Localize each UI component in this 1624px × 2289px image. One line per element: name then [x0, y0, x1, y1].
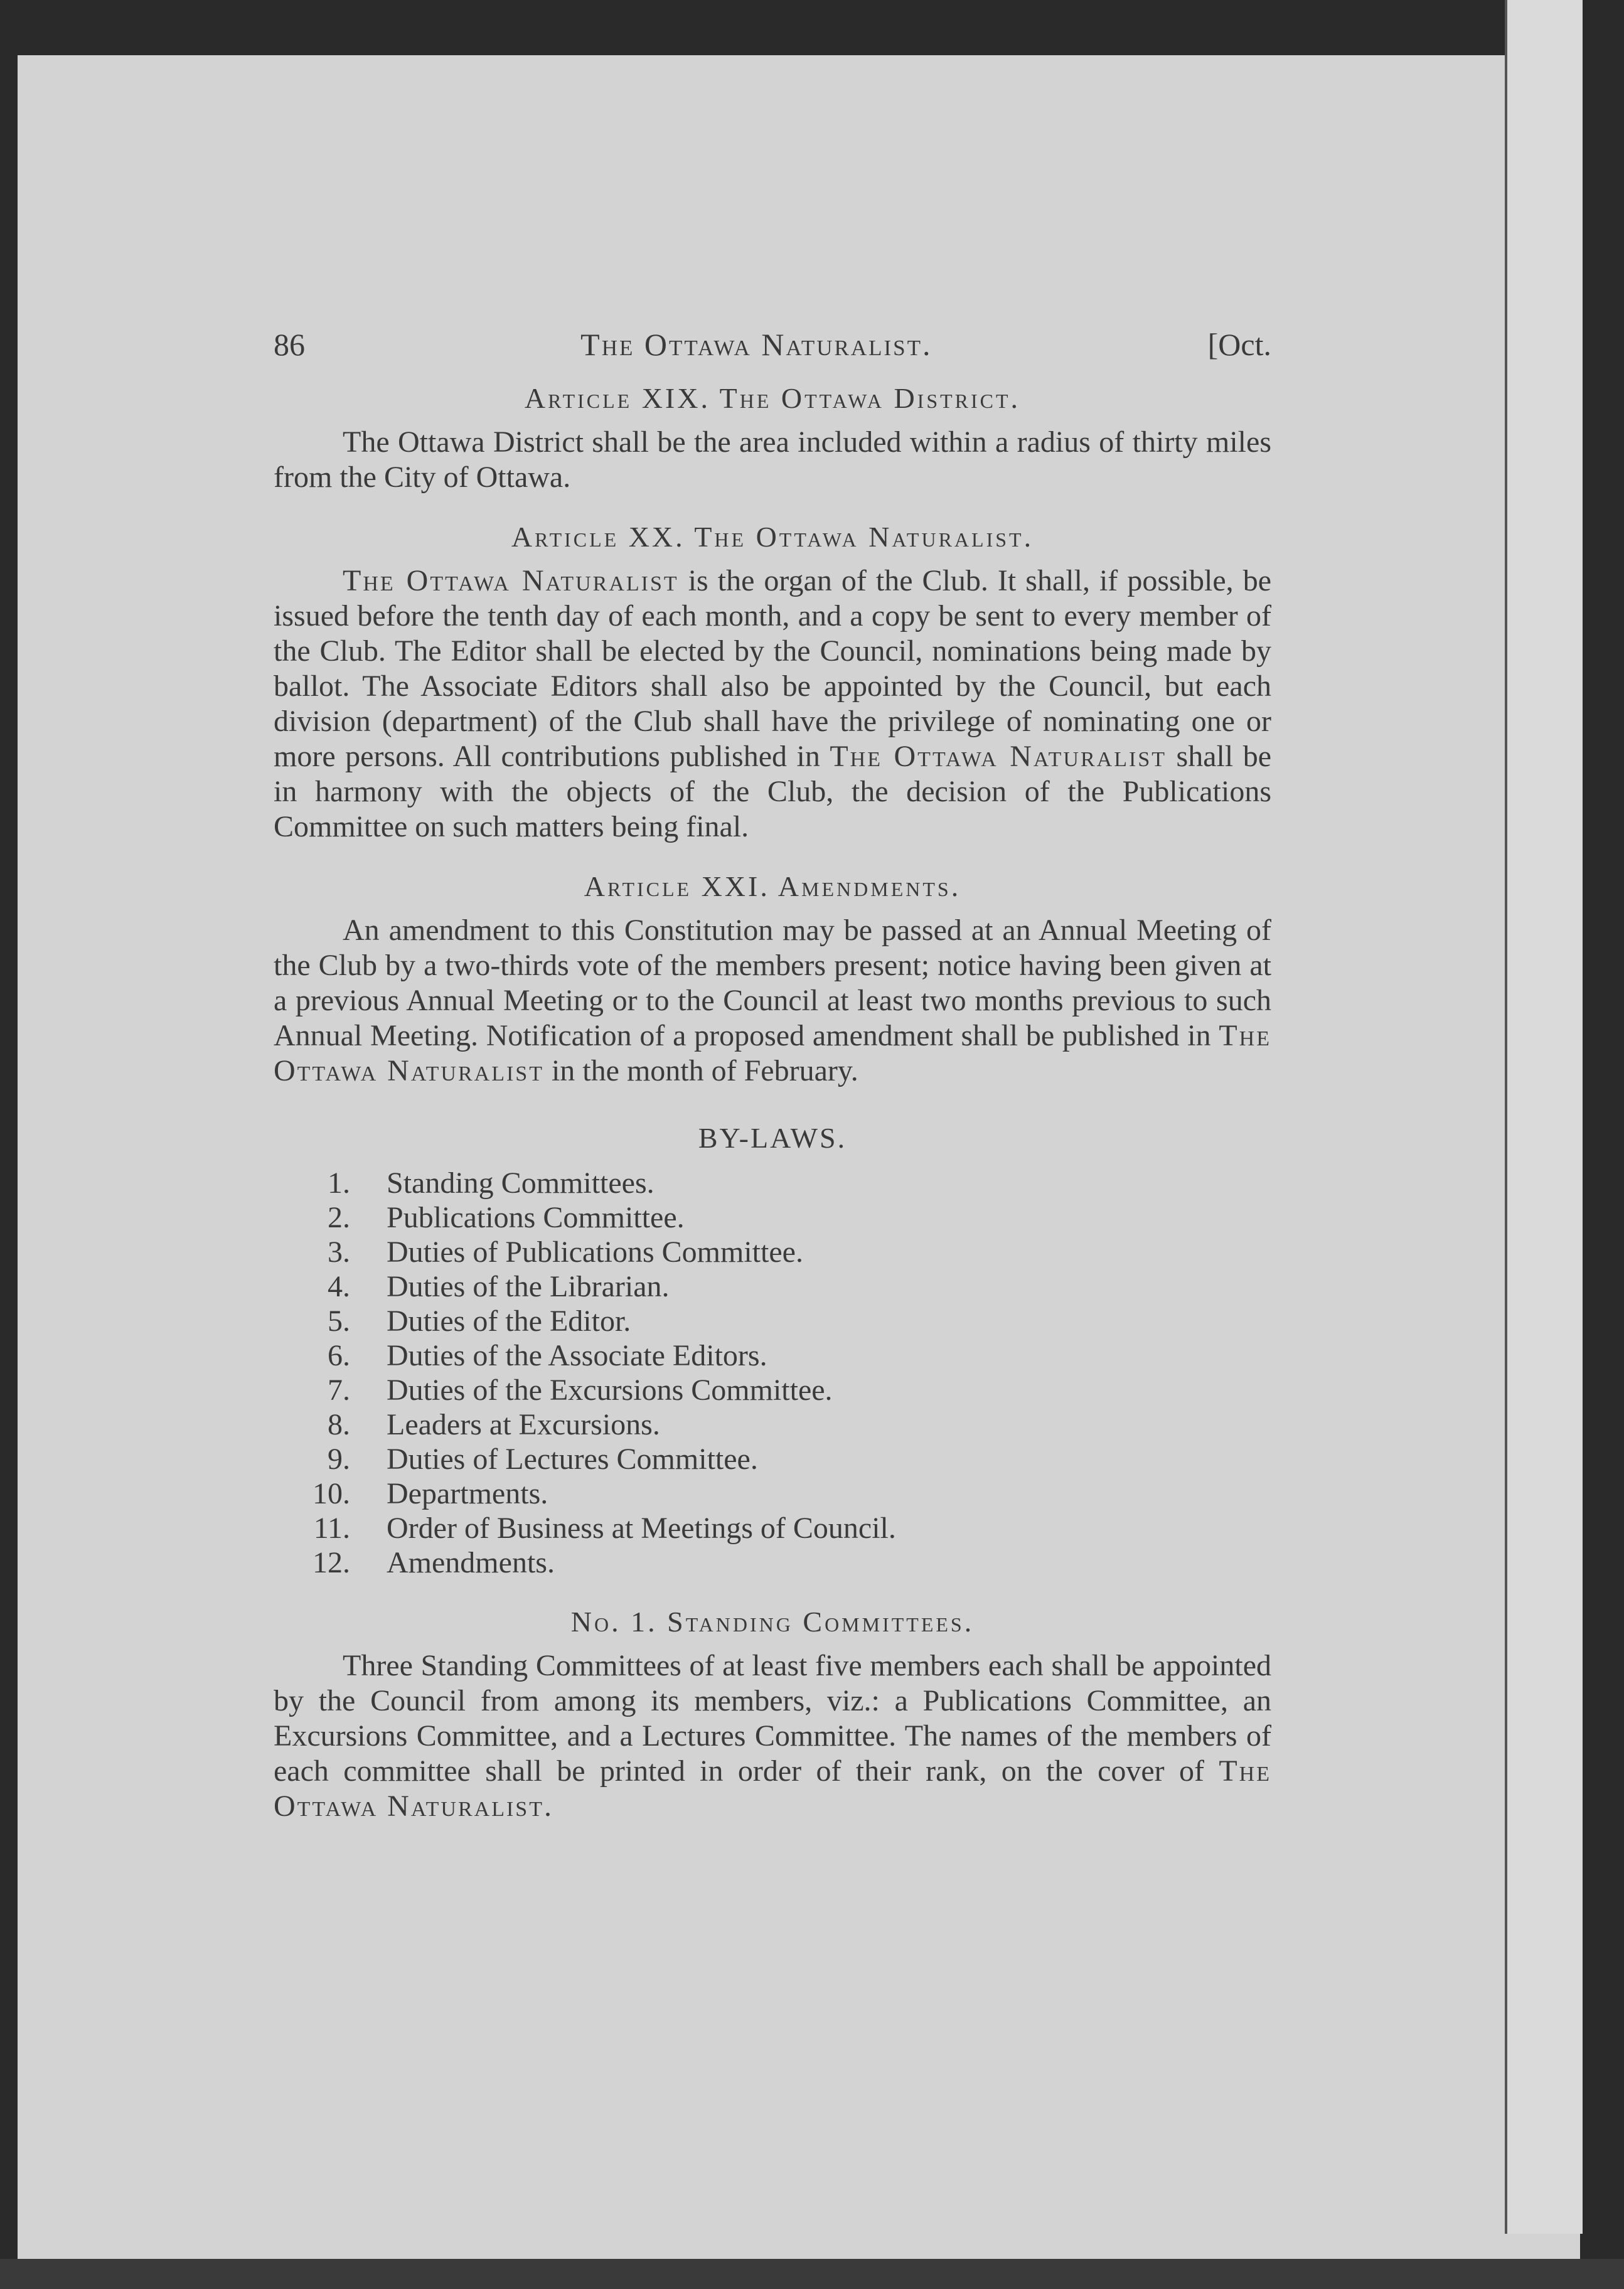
bylaw-label: Departments. — [387, 1477, 548, 1510]
bylaw-label: Duties of Publications Committee. — [387, 1235, 803, 1269]
bylaw-list-item — [274, 1476, 1271, 1511]
bylaw-label: Duties of Lectures Committee. — [387, 1443, 758, 1476]
journal-name: The Ottawa Naturalist — [274, 1019, 1271, 1087]
bylaw-list-item — [274, 1235, 1271, 1269]
bylaw-list-item — [274, 1373, 1271, 1407]
bylaw-list-item — [274, 1304, 1271, 1338]
scan-shadow — [0, 2259, 1624, 2289]
bylaw-number: 4. — [328, 1270, 350, 1303]
bylaw-number: 5. — [328, 1305, 350, 1338]
article-20-heading: Article XX. The Ottawa Naturalist. — [511, 521, 1034, 553]
journal-name: The Ottawa Naturalist. — [274, 1754, 1271, 1823]
no-1-body: Three Standing Committees of at least five members each shall be appointed by the Council from among its members, viz.: a Publications Committee, an Excursions Committee, and a Lectures Committee. The names of the members of each committee shall be printed in order of their rank, on the cover of — [274, 1649, 1271, 1788]
no-1-text — [274, 1648, 1271, 1824]
bylaw-label: Duties of the Editor. — [387, 1305, 631, 1338]
article-20-body-1: is the organ of the Club. It shall, if possible, be issued before the tenth day of each month, and a copy be sent to every member of the Club. The Editor shall be elected by the Council, nominations being made by ballot. The Associate Editors shall also be appointed by the Council, but each division (department) of the Club shall have the privilege of nominating one or more persons. All contributions published in — [274, 564, 1271, 773]
article-19-text: The Ottawa District shall be the area included within a radius of thirty miles from the City of Ottawa. — [274, 425, 1271, 494]
article-20-text — [274, 563, 1271, 845]
bylaw-label: Leaders at Excursions. — [387, 1408, 660, 1441]
bylaw-label: Duties of the Excursions Committee. — [387, 1374, 833, 1407]
journal-name: The Ottawa Naturalist — [343, 564, 679, 597]
bylaw-number: 3. — [328, 1235, 350, 1269]
running-head — [274, 326, 1271, 363]
bylaw-list-item — [274, 1442, 1271, 1476]
bylaw-list-item — [274, 1407, 1271, 1442]
bylaw-list-item — [274, 1166, 1271, 1200]
article-21-heading: Article XXI. Amendments. — [584, 870, 961, 902]
page-content — [274, 326, 1271, 1824]
article-21-body-2: in the month of February. — [543, 1054, 858, 1087]
bylaw-label: Duties of the Associate Editors. — [387, 1339, 767, 1372]
adjacent-page-edge — [1505, 0, 1583, 2234]
bylaw-number: 1. — [328, 1166, 350, 1200]
article-20-body-2: shall be in harmony with the objects of the Club, the decision of the Publications Committee on such matters being final. — [274, 740, 1271, 843]
bylaw-list-item — [274, 1545, 1271, 1580]
bylaw-label: Order of Business at Meetings of Council. — [387, 1512, 896, 1545]
article-21-text — [274, 913, 1271, 1089]
article-19-heading: Article XIX. The Ottawa District. — [524, 382, 1021, 414]
bylaw-number: 9. — [328, 1443, 350, 1476]
bylaw-label: Duties of the Librarian. — [387, 1270, 670, 1303]
no-1-heading: No. 1. Standing Committees. — [570, 1606, 975, 1638]
bylaw-number: 7. — [328, 1374, 350, 1407]
bylaw-list-item — [274, 1511, 1271, 1545]
bylaw-label: Publications Committee. — [387, 1201, 685, 1234]
issue-month: [Oct. — [1207, 327, 1271, 362]
bylaws-title: BY-LAWS. — [698, 1122, 847, 1154]
bylaw-label: Amendments. — [387, 1546, 555, 1579]
bylaw-list-item — [274, 1338, 1271, 1373]
journal-name: The Ottawa Naturalist — [830, 740, 1167, 773]
bylaw-label: Standing Committees. — [387, 1166, 654, 1200]
article-21-body-1: An amendment to this Constitution may be passed at an Annual Meeting of the Club by a two-thirds vote of the members present; notice having been given at a previous Annual Meeting or to the Council at least two months previous to such Annual Meeting. Notification of a proposed amendment shall be published in — [274, 914, 1271, 1052]
bylaw-number: 10. — [313, 1477, 350, 1510]
bylaw-list-item — [274, 1200, 1271, 1235]
bylaws-list — [274, 1166, 1271, 1580]
bylaw-number: 6. — [328, 1339, 350, 1372]
bylaw-number: 11. — [313, 1512, 350, 1545]
bylaw-list-item — [274, 1269, 1271, 1304]
bylaw-number: 2. — [328, 1201, 350, 1234]
bylaw-number: 8. — [328, 1408, 350, 1441]
page-number: 86 — [274, 327, 305, 362]
journal-title: The Ottawa Naturalist. — [580, 327, 932, 362]
bylaw-number: 12. — [313, 1546, 350, 1579]
